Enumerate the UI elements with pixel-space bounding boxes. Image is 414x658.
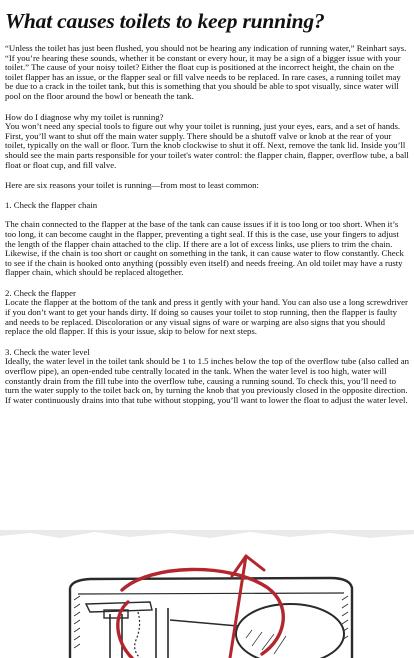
step-2-paragraph: Locate the flapper at the bottom of the tank and press it gently with your hand. You can also use a long screwdriver if you don’t want to get your hands dirty. If doing so causes your toilet to stop running, then the flapper is faulty and needs to be replaced. Discoloration or any visual signs of ware or warping are also signs that you should replace the old flapper. If this is your issue, skip to below for next steps. <box>5 297 408 337</box>
step-1-heading: 1. Check the flapper chain <box>5 199 98 210</box>
reasons-intro: Here are six reasons your toilet is running—from most to least common: <box>5 180 259 191</box>
step-2-heading: 2. Check the flapper <box>5 287 76 298</box>
toilet-tank-diagram-icon <box>0 530 414 658</box>
diagnose-heading: How do I diagnose why my toilet is running? <box>5 111 164 122</box>
step-1-paragraph: The chain connected to the flapper at the base of the tank can cause issues if it is too long or too short. When it’s too long, it can become caught in the flapper, preventing a tight seal. If this is the case, use your fingers to adjust the length of the flapper chain attached to the clip. If there are a lot of excess links, use pliers to trim the chain. Likewise, if the chain is too short or caught on something in the tank, it can cause water to flow constantly. Check to see if the chain is hooked onto anything (possibly even itself) and needs freeing. An old toilet may have a rusty flapper chain, which should be replaced altogether. <box>5 219 404 278</box>
article <box>5 8 409 414</box>
toilet-tank-illustration <box>0 530 414 658</box>
article-title: What causes toilets to keep running? <box>5 9 325 33</box>
step-3-paragraph: Ideally, the water level in the toilet tank should be 1 to 1.5 inches below the top of the overflow tube (also called an overflow pipe), an open-ended tube centrally located in the tank. When the water level is too high, water will constantly drain from the fill tube into the overflow tube, causing a running sound. To check this, you’ll need to turn the water supply to the toilet back on, by turning the knob that you previously closed in the opposite direction. If water continuously drains into that tube without stopping, you’ll want to lower the float to adjust the water level. <box>5 356 409 405</box>
diagnose-paragraph: You won’t need any special tools to figure out why your toilet is running, just your eyes, ears, and a set of hands. First, you’ll want to shut off the main water supply. There should be a shutoff valve or knob at the rear of your toilet, typically on the wall or floor. Turn the knob clockwise to shut it off. Next, remove the tank lid. Inside you’ll should see the main parts responsible for your toilet's water control: the flapper chain, flapper, overflow tube, a ball float or float cup, and fill valve. <box>5 121 409 170</box>
step-3-heading: 3. Check the water level <box>5 346 90 357</box>
intro-paragraph: “Unless the toilet has just been flushed, you should not be hearing any indication of running water,” Reinhart says. “If you’re hearing these sounds, whether it be constant or every hour, it may be a sign of a bigger issue with your toilet.” The cause of your noisy toilet? Either the float cup is positioned at the incorrect height, the chain on the toilet flapper has an issue, or the flapper seal or fill valve needs to be replaced. In rare cases, a running toilet may be due to a crack in the toilet tank, but this is something that you should be able to spot visually, since water will pool on the floor around the bowl or beneath the tank. <box>5 43 407 101</box>
